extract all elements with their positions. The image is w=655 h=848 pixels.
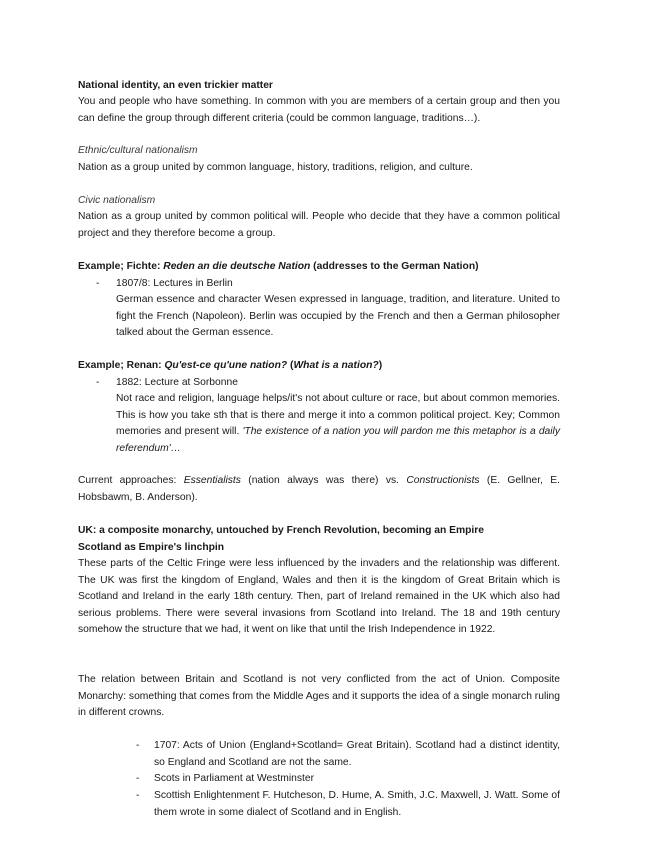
bullet-dash: - [136, 790, 140, 801]
heading-uk-composite-monarchy: UK: a composite monarchy, untouched by French Revolution, becoming an Empire [78, 525, 485, 536]
renan-item-title: 1882: Lecture at Sorbonne [116, 377, 238, 388]
renan-prefix: Example; Renan: [78, 360, 165, 371]
paragraph-current-approaches [78, 473, 560, 506]
fichte-prefix: Example; Fichte: [78, 261, 164, 272]
current-prefix: Current approaches: [78, 475, 184, 486]
paragraph-britain-scotland-relation: The relation between Britain and Scotland is not very conflicted from the act of Union. Composite Monarchy: something that comes from the Middle Ages and it supports the idea of a single monarch ruling in different crowns. [78, 674, 560, 718]
heading-renan-example [78, 358, 560, 375]
fichte-list-item [96, 276, 560, 336]
renan-mid: ( [287, 360, 294, 371]
bullet-item [136, 738, 560, 770]
paragraph-civic-nationalism: Nation as a group united by common political will. People who decide that they have a common political project and they therefore become a group. [78, 211, 560, 239]
heading-ethnic-nationalism: Ethnic/cultural nationalism [78, 145, 198, 156]
current-mid: (nation always was there) vs. [240, 475, 407, 486]
heading-national-identity: National identity, an even trickier matter [78, 80, 273, 91]
current-suffix: (E. Gellner, E. Hobsbawm, B. Anderson). [78, 475, 560, 503]
renan-end: ) [378, 360, 383, 371]
renan-item-quote: 'The existence of a nation you will pardon me this metaphor is a daily referendum'… [116, 426, 560, 454]
bullet-item [136, 788, 560, 820]
paragraph-national-identity: You and people who have something. In common with you are members of a certain group and then you can define the group through different criteria (could be common language, traditions…). [78, 96, 560, 124]
fichte-work-title: Reden an die deutsche Nation [163, 261, 311, 272]
bullet-text-scottish-enlightenment: Scottish Enlightenment F. Hutcheson, D. Hume, A. Smith, J.C. Maxwell, J. Watt. Some of them wrote in some dialect of Scotland and in English. [154, 790, 560, 818]
bullet-text-acts-of-union: 1707: Acts of Union (England+Scotland= Great Britain). Scotland had a distinct identity, so England and Scotland are not the same. [154, 740, 560, 768]
bullet-dash: - [136, 773, 140, 784]
heading-scotland-linchpin: Scotland as Empire's linchpin [78, 542, 225, 553]
current-term-essentialists: Essentialists [183, 475, 241, 486]
fichte-item-title: 1807/8: Lectures in Berlin [116, 278, 233, 289]
fichte-suffix: (addresses to the German Nation) [310, 261, 479, 272]
current-term-constructionists: Constructionists [406, 475, 480, 486]
heading-civic-nationalism: Civic nationalism [78, 195, 156, 206]
renan-item-text [116, 391, 560, 457]
renan-work-title: Qu'est-ce qu'une nation? [164, 360, 288, 371]
bullet-dash: - [136, 740, 140, 751]
list-dash: - [96, 377, 100, 388]
renan-translation: What is a nation? [293, 360, 379, 371]
paragraph-celtic-fringe: These parts of the Celtic Fringe were less influenced by the invaders and the relationship was different. The UK was first the kingdom of England, Wales and then it is the kingdom of Great Britain which is Scotland and Ireland in the early 18th century. Then, part of Ireland remained in the UK which also had serious problems. There were several invasions from Scotland into Ireland. The 18 and 19th century somehow the structure that we had, it went on like that until the Irish Independence in 1922. [78, 558, 560, 635]
bullet-item [136, 771, 560, 787]
renan-list-item [96, 375, 560, 455]
fichte-item-text: German essence and character Wesen expressed in language, tradition, and literature. United to fight the French (Napoleon). Berlin was occupied by the French and then a German philosopher talked about the German essence. [116, 294, 560, 338]
heading-fichte-example [78, 259, 560, 276]
bullet-text-scots-parliament: Scots in Parliament at Westminster [154, 773, 315, 784]
list-dash: - [96, 278, 100, 289]
renan-item-body: Not race and religion, language helps/it's not about culture or race, but about common memories. This is how you take sth that is there and merge it into a common political project. Key; Common memories and present will. [116, 393, 560, 437]
paragraph-ethnic-nationalism: Nation as a group united by common language, history, traditions, religion, and culture. [78, 162, 473, 173]
